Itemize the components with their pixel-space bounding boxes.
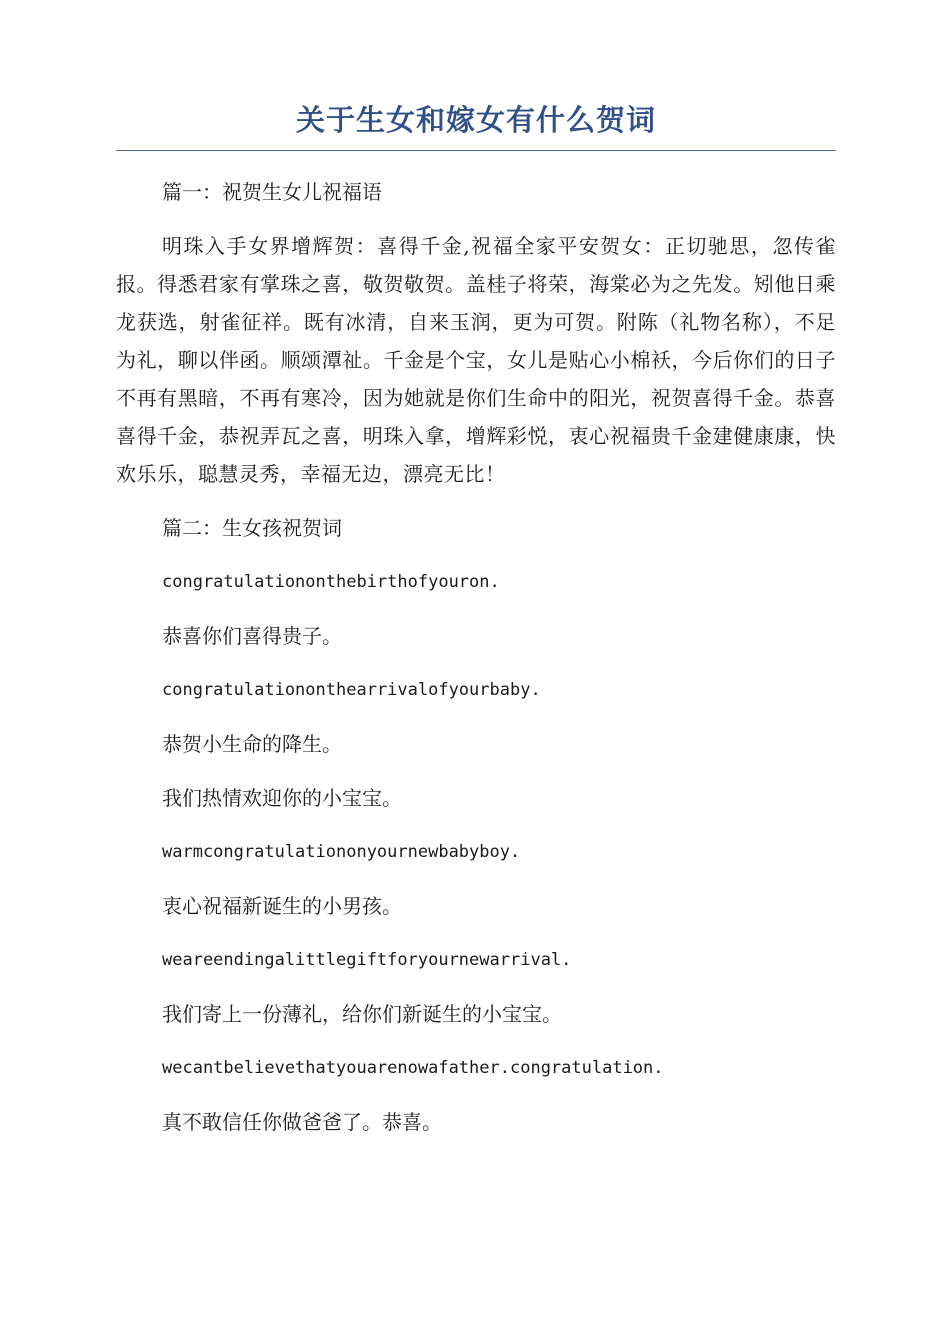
section2-line-chinese: 真不敢信任你做爸爸了。恭喜。 [162,1110,442,1134]
section1-heading: 篇一：祝贺生女儿祝福语 [162,180,382,204]
section1-paragraph: 明珠入手女界增辉贺：喜得千金,祝福全家平安贺女：正切驰思，忽传雀报。得悉君家有掌珠之喜，敬贺敬贺。盖桂子将荣，海棠必为之先发。矧他日乘龙获选，射雀征祥。既有冰清，自来玉润，更为可贺。附陈（礼物名称），不足为礼，聊以伴函。顺颂潭祉。千金是个宝，女儿是贴心小棉袄，今后你们的日子不再有黑暗，不再有寒冷，因为她就是你们生命中的阳光，祝贺喜得千金。恭喜喜得千金，恭祝弄瓦之喜，明珠入拿，增辉彩悦，衷心祝福贵千金建健康康，快欢乐乐，聪慧灵秀，幸福无边，漂亮无比！ [116,234,836,486]
section2-line-english: wecantbelievethatyouarenowafather.congratulation. [162,1058,664,1078]
document-title: 关于生女和嫁女有什么贺词 [116,100,836,151]
section2-line-english: congratulationonthebirthofyouron. [162,572,500,592]
section2-line-english: warmcongratulationonyournewbabyboy. [162,842,521,862]
document-page [116,100,836,1141]
section2-line-chinese: 我们热情欢迎你的小宝宝。 [162,786,402,810]
section2-line-chinese: 衷心祝福新诞生的小男孩。 [162,894,402,918]
section2-heading: 篇二：生女孩祝贺词 [162,516,342,540]
section2-line-chinese: 我们寄上一份薄礼，给你们新诞生的小宝宝。 [162,1002,562,1026]
section2-line-english: congratulationonthearrivalofyourbaby. [162,680,541,700]
section2-line-chinese: 恭贺小生命的降生。 [162,732,342,756]
section2-line-chinese: 恭喜你们喜得贵子。 [162,624,342,648]
section2-line-english: weareendingalittlegiftforyournewarrival. [162,950,572,970]
